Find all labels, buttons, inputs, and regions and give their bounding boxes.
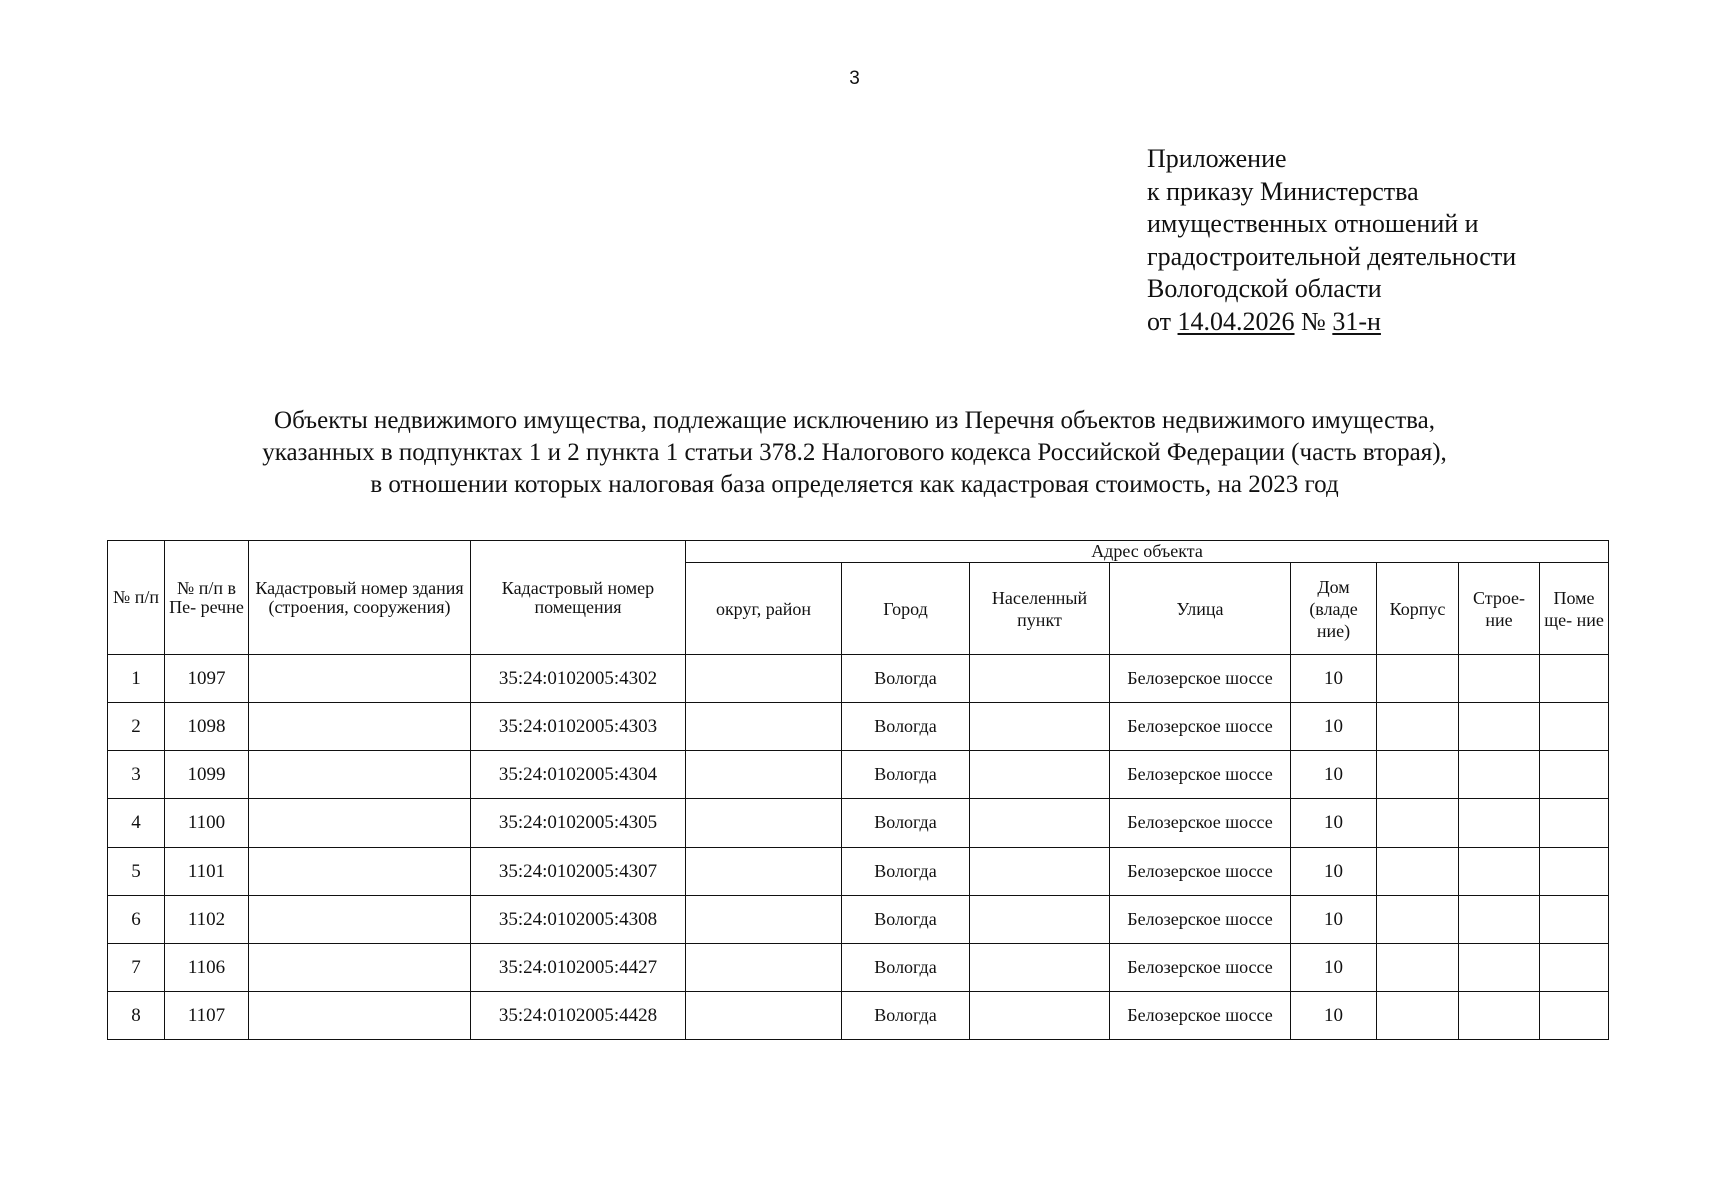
cell-building-cadastral (249, 895, 471, 943)
cell-district (686, 703, 842, 751)
appendix-block (1147, 143, 1516, 338)
cell-building-cadastral (249, 703, 471, 751)
header-num: № п/п (108, 541, 165, 655)
cell-room-cadastral: 35:24:0102005:4305 (471, 799, 686, 847)
cell-city: Вологда (842, 703, 970, 751)
cell-settlement (970, 895, 1110, 943)
header-district: округ, район (686, 563, 842, 655)
cell-house: 10 (1291, 655, 1377, 703)
cell-structure (1459, 847, 1540, 895)
cell-room-cadastral: 35:24:0102005:4428 (471, 991, 686, 1039)
cell-district (686, 847, 842, 895)
page-number: 3 (849, 68, 860, 89)
header-list-num: № п/п в Пе- речне (165, 541, 249, 655)
cell-korpus (1377, 991, 1459, 1039)
cell-num: 1 (108, 655, 165, 703)
cell-num: 5 (108, 847, 165, 895)
cell-street: Белозерское шоссе (1110, 703, 1291, 751)
cell-structure (1459, 943, 1540, 991)
cell-building-cadastral (249, 991, 471, 1039)
cell-settlement (970, 655, 1110, 703)
cell-structure (1459, 799, 1540, 847)
table-row (108, 895, 1609, 943)
cell-street: Белозерское шоссе (1110, 655, 1291, 703)
cell-city: Вологда (842, 751, 970, 799)
cell-house: 10 (1291, 799, 1377, 847)
cell-premises (1540, 847, 1609, 895)
cell-premises (1540, 799, 1609, 847)
cell-list-num: 1098 (165, 703, 249, 751)
order-number-prefix: № (1294, 306, 1333, 336)
table-row (108, 703, 1609, 751)
cell-korpus (1377, 895, 1459, 943)
cell-korpus (1377, 751, 1459, 799)
cell-house: 10 (1291, 943, 1377, 991)
header-building-cadastral: Кадастровый номер здания (строения, сооружения) (249, 541, 471, 655)
cell-room-cadastral: 35:24:0102005:4303 (471, 703, 686, 751)
cell-korpus (1377, 655, 1459, 703)
document-title (0, 405, 1709, 501)
header-city: Город (842, 563, 970, 655)
cell-settlement (970, 799, 1110, 847)
cell-room-cadastral: 35:24:0102005:4307 (471, 847, 686, 895)
cell-list-num: 1101 (165, 847, 249, 895)
cell-street: Белозерское шоссе (1110, 799, 1291, 847)
cell-num: 8 (108, 991, 165, 1039)
cell-settlement (970, 847, 1110, 895)
order-number: 31-н (1332, 306, 1381, 336)
cell-premises (1540, 703, 1609, 751)
cell-structure (1459, 703, 1540, 751)
cell-city: Вологда (842, 895, 970, 943)
cell-structure (1459, 655, 1540, 703)
header-house: Дом (владе ние) (1291, 563, 1377, 655)
cell-city: Вологда (842, 943, 970, 991)
header-premises: Поме ще- ние (1540, 563, 1609, 655)
cell-building-cadastral (249, 943, 471, 991)
cell-num: 2 (108, 703, 165, 751)
appendix-line-3: имущественных отношений и (1147, 209, 1479, 238)
table-row (108, 655, 1609, 703)
cell-city: Вологда (842, 847, 970, 895)
title-line-3: в отношении которых налоговая база определяется как кадастровая стоимость, на 2023 год (370, 471, 1339, 498)
cell-city: Вологда (842, 799, 970, 847)
cell-premises (1540, 655, 1609, 703)
cell-street: Белозерское шоссе (1110, 847, 1291, 895)
appendix-line-2: к приказу Министерства (1147, 176, 1419, 206)
cell-house: 10 (1291, 895, 1377, 943)
cell-premises (1540, 751, 1609, 799)
cell-district (686, 751, 842, 799)
cell-district (686, 655, 842, 703)
cell-street: Белозерское шоссе (1110, 895, 1291, 943)
cell-house: 10 (1291, 703, 1377, 751)
appendix-line-1: Приложение (1147, 144, 1287, 173)
cell-korpus (1377, 799, 1459, 847)
appendix-line-5: Вологодской области (1147, 274, 1382, 303)
cell-district (686, 943, 842, 991)
cell-building-cadastral (249, 799, 471, 847)
cell-list-num: 1099 (165, 751, 249, 799)
header-structure: Строе- ние (1459, 563, 1540, 655)
cell-num: 7 (108, 943, 165, 991)
cell-premises (1540, 943, 1609, 991)
cell-district (686, 895, 842, 943)
cell-street: Белозерское шоссе (1110, 991, 1291, 1039)
cell-list-num: 1107 (165, 991, 249, 1039)
cell-building-cadastral (249, 847, 471, 895)
table-row (108, 799, 1609, 847)
cell-building-cadastral (249, 655, 471, 703)
cell-list-num: 1106 (165, 943, 249, 991)
appendix-order-line (1147, 306, 1516, 339)
objects-table (107, 540, 1609, 1040)
order-date: 14.04.2026 (1177, 306, 1295, 336)
cell-settlement (970, 943, 1110, 991)
cell-list-num: 1102 (165, 895, 249, 943)
title-line-1: Объекты недвижимого имущества, подлежащие исключению из Перечня объектов недвижимого имущества, (274, 407, 1435, 434)
cell-house: 10 (1291, 751, 1377, 799)
cell-settlement (970, 991, 1110, 1039)
cell-list-num: 1097 (165, 655, 249, 703)
cell-city: Вологда (842, 655, 970, 703)
cell-street: Белозерское шоссе (1110, 751, 1291, 799)
cell-premises (1540, 895, 1609, 943)
cell-num: 3 (108, 751, 165, 799)
header-settlement: Населенный пункт (970, 563, 1110, 655)
cell-korpus (1377, 703, 1459, 751)
header-korpus: Корпус (1377, 563, 1459, 655)
table-row (108, 943, 1609, 991)
cell-settlement (970, 751, 1110, 799)
cell-list-num: 1100 (165, 799, 249, 847)
cell-house: 10 (1291, 991, 1377, 1039)
header-street: Улица (1110, 563, 1291, 655)
order-date-prefix: от (1147, 306, 1178, 336)
cell-room-cadastral: 35:24:0102005:4308 (471, 895, 686, 943)
cell-district (686, 991, 842, 1039)
cell-room-cadastral: 35:24:0102005:4304 (471, 751, 686, 799)
cell-korpus (1377, 847, 1459, 895)
cell-settlement (970, 703, 1110, 751)
cell-house: 10 (1291, 847, 1377, 895)
cell-room-cadastral: 35:24:0102005:4427 (471, 943, 686, 991)
header-address-group: Адрес объекта (686, 541, 1609, 563)
cell-structure (1459, 751, 1540, 799)
header-room-cadastral: Кадастровый номер помещения (471, 541, 686, 655)
title-line-2: указанных в подпунктах 1 и 2 пункта 1 статьи 378.2 Налогового кодекса Российской Федерации (часть вторая), (262, 439, 1447, 466)
appendix-line-4: градостроительной деятельности (1147, 241, 1517, 271)
cell-num: 4 (108, 799, 165, 847)
cell-korpus (1377, 943, 1459, 991)
cell-building-cadastral (249, 751, 471, 799)
cell-structure (1459, 991, 1540, 1039)
table-row (108, 847, 1609, 895)
table-row (108, 751, 1609, 799)
cell-district (686, 799, 842, 847)
cell-city: Вологда (842, 991, 970, 1039)
cell-premises (1540, 991, 1609, 1039)
cell-num: 6 (108, 895, 165, 943)
table-row (108, 991, 1609, 1039)
cell-room-cadastral: 35:24:0102005:4302 (471, 655, 686, 703)
cell-structure (1459, 895, 1540, 943)
cell-street: Белозерское шоссе (1110, 943, 1291, 991)
